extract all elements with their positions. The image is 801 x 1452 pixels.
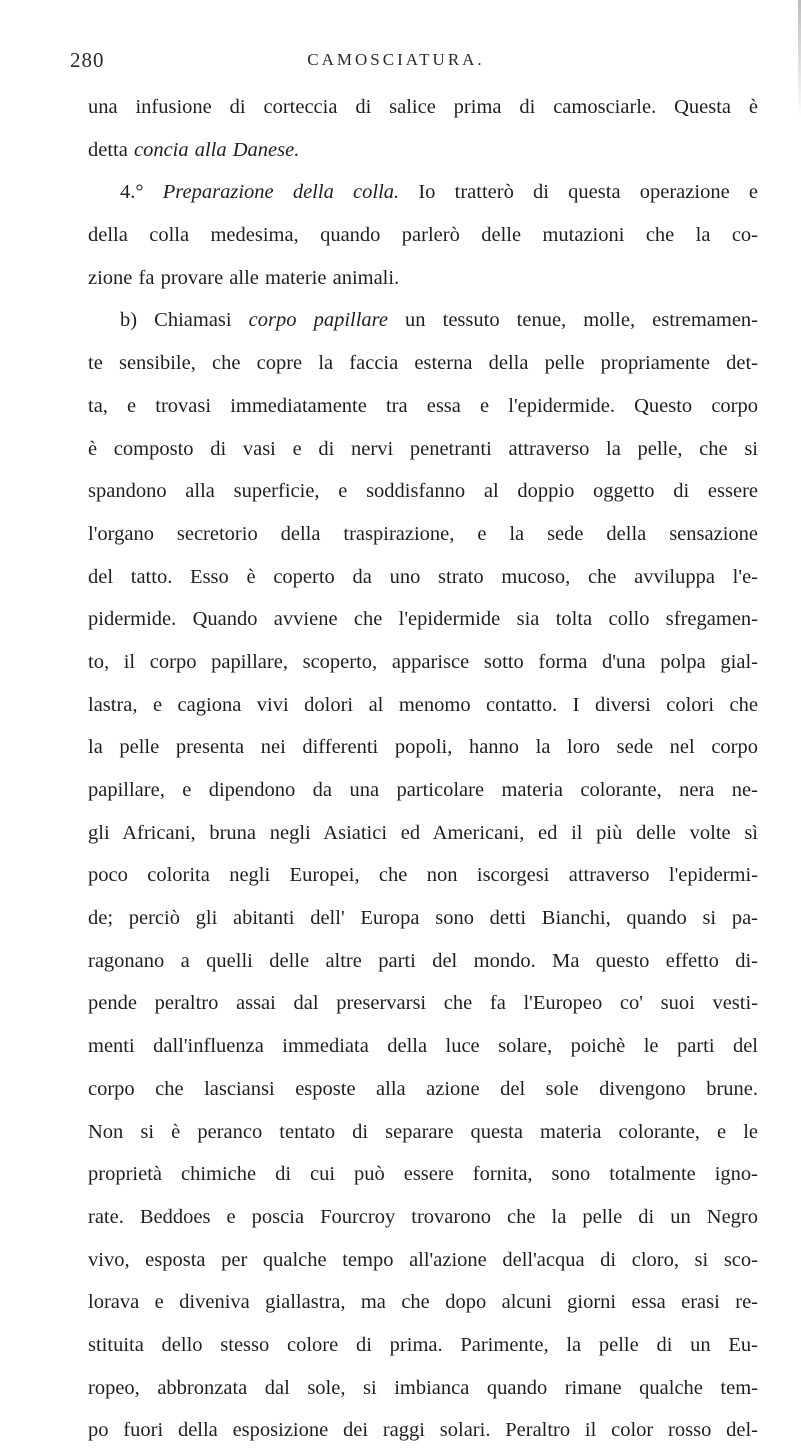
text-line [88, 129, 758, 172]
text-line: proprietà chimiche di cui può essere fornita, sono totalmente igno- [88, 1163, 758, 1186]
text-line: ta, e trovasi immediatamente tra essa e l'epidermide. Questo corpo [88, 394, 758, 417]
text-line: spandono alla superficie, e soddisfanno al doppio oggetto di essere [88, 480, 758, 503]
text-line: papillare, e dipendono da una particolare materia colorante, nera ne- [88, 779, 758, 801]
page-number: 280 [70, 48, 105, 72]
text-line: lastra, e cagiona vivi dolori al menomo contatto. I diversi colori che [88, 693, 758, 716]
text-run: detta [88, 138, 134, 161]
running-title: CAMOSCIATURA. [307, 50, 485, 69]
italic-term: concia alla Danese. [133, 138, 300, 161]
text-line: ragonano a quelli delle altre parti del mondo. Ma questo effetto di- [88, 949, 758, 972]
text-line: pidermide. Quando avviene che l'epidermide sia tolta collo sfregamen- [88, 608, 758, 631]
text-line: corpo che lasciansi esposte alla azione del sole divengono brune. [88, 1077, 758, 1100]
text-line: menti dall'influenza immediata della luce solare, poichè le parti del [88, 1035, 758, 1058]
text-line: una infusione di corteccia di salice prima di camosciarle. Questa è [88, 96, 758, 118]
text-line: zione fa provare alle materie animali. [88, 266, 400, 289]
text-run: un tessuto tenue, molle, estremamen- [387, 309, 758, 332]
text-run: Io tratterò di questa operazione e [399, 181, 758, 204]
text-line: lorava e diveniva giallastra, ma che dopo alcuni giorni essa erasi re- [88, 1291, 758, 1314]
italic-term: corpo papillare [248, 309, 388, 332]
text-line: Non si è peranco tentato di separare questa materia colorante, e le [88, 1120, 758, 1143]
text-line: to, il corpo papillare, scoperto, apparisce sotto forma d'una polpa gial- [88, 650, 758, 673]
text-line: della colla medesima, quando parlerò delle mutazioni che la co- [88, 224, 758, 247]
text-line: gli Africani, bruna negli Asiatici ed Americani, ed il più delle volte sì [88, 821, 758, 844]
text-line: rate. Beddoes e poscia Fourcroy trovarono che la pelle di un Negro [88, 1205, 758, 1228]
text-line: ropeo, abbronzata dal sole, si imbianca quando rimane qualche tem- [88, 1376, 758, 1399]
text-run: 4.° [120, 181, 163, 204]
text-line: vivo, esposta per qualche tempo all'azione dell'acqua di cloro, si sco- [88, 1248, 758, 1271]
running-head [70, 48, 722, 72]
text-line: stituita dello stesso colore di prima. Parimente, la pelle di un Eu- [88, 1333, 758, 1356]
text-line: è composto di vasi e di nervi penetranti attraverso la pelle, che si [88, 437, 758, 460]
text-line: de; perciò gli abitanti dell' Europa sono detti Bianchi, quando si pa- [88, 907, 758, 930]
text-line: po fuori della esposizione dei raggi solari. Peraltro il color rosso del- [88, 1419, 758, 1442]
text-line: la pelle presenta nei differenti popoli, hanno la loro sede nel corpo [88, 736, 758, 759]
body-text [88, 86, 758, 1452]
italic-term: Preparazione della colla. [162, 181, 400, 204]
text-line: del tatto. Esso è coperto da uno strato mucoso, che avviluppa l'e- [88, 565, 758, 588]
text-line: te sensibile, che copre la faccia esterna della pelle propriamente det- [88, 352, 758, 375]
text-line: poco colorita negli Europei, che non iscorgesi attraverso l'epidermi- [88, 864, 758, 887]
text-line: pende peraltro assai dal preservarsi che fa l'Europeo co' suoi vesti- [88, 992, 758, 1015]
text-line: l'organo secretorio della traspirazione, e la sede della sensazione [88, 522, 758, 545]
text-line [88, 299, 758, 342]
text-line [88, 171, 758, 214]
text-run: b) Chiamasi [120, 309, 249, 332]
